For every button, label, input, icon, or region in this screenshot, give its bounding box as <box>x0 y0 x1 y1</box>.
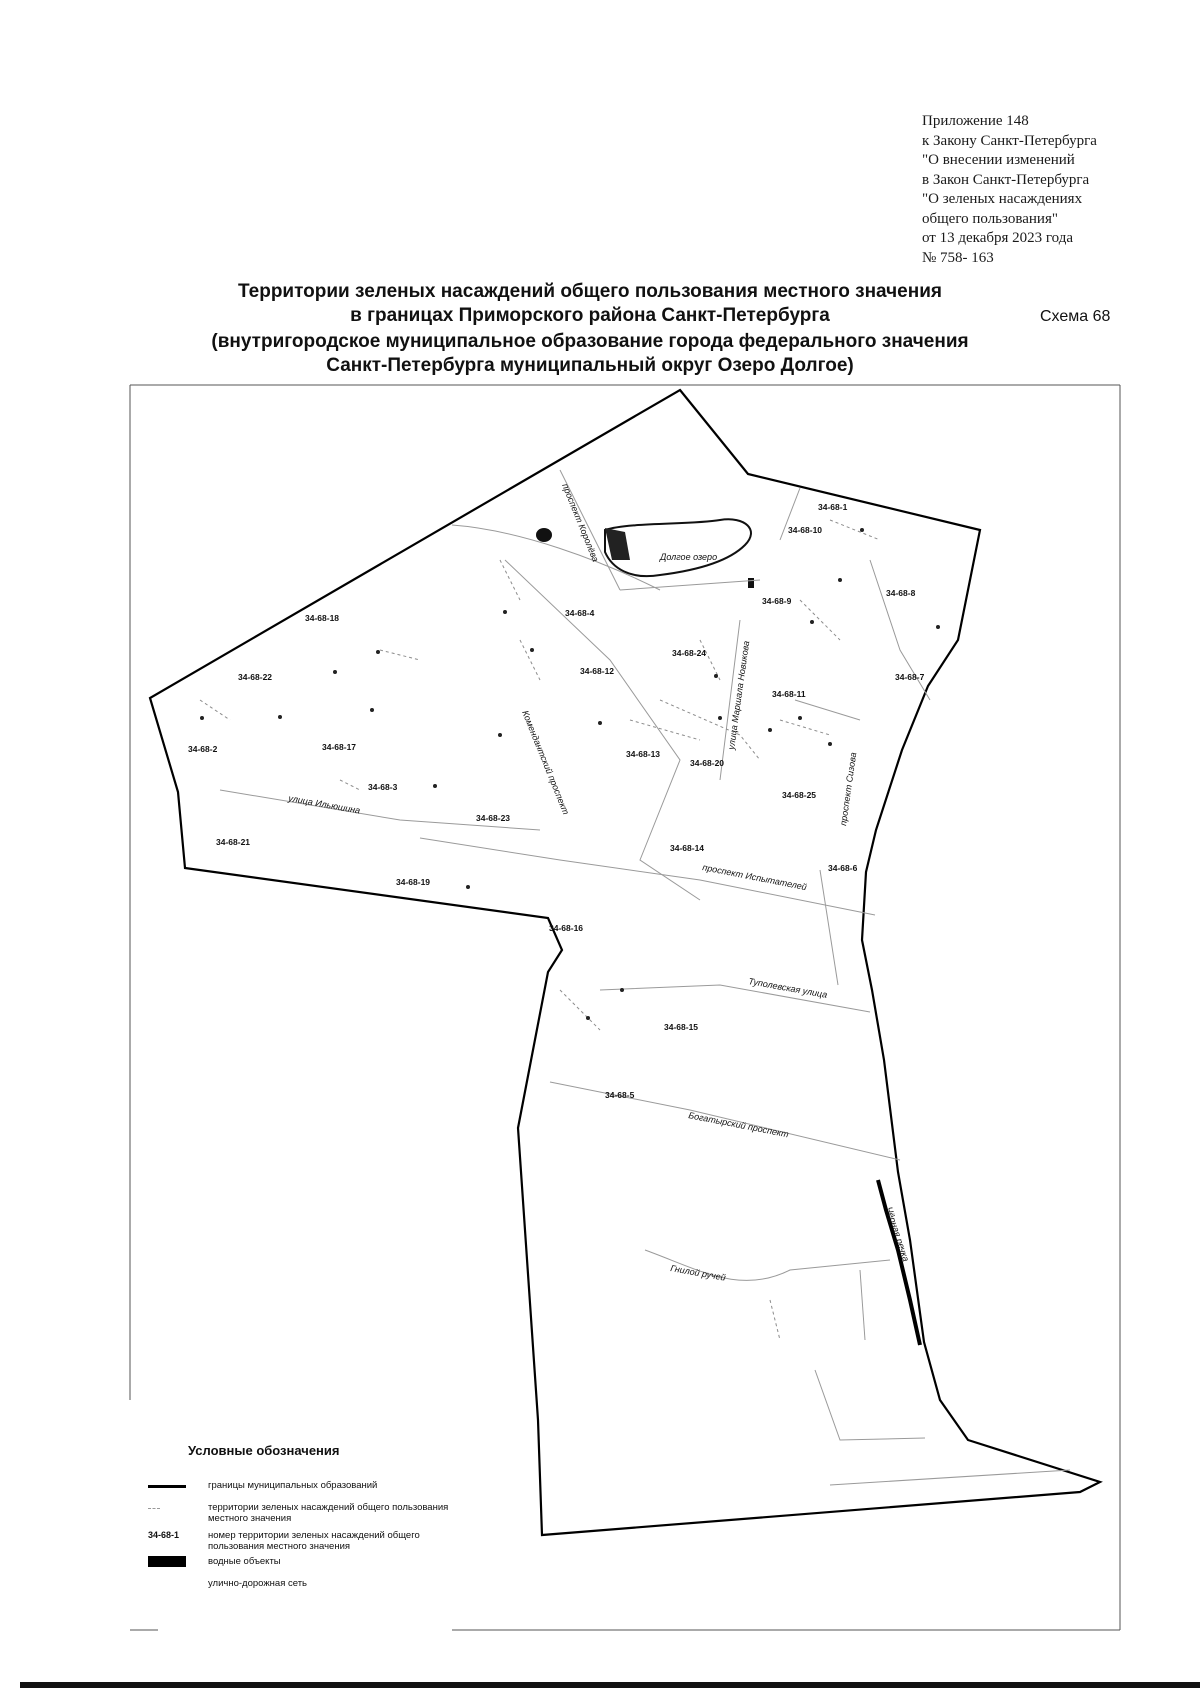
territory-label: 34-68-6 <box>828 863 858 873</box>
appendix-line: Приложение 148 <box>922 113 1029 129</box>
appendix-line: общего пользования" <box>922 210 1058 227</box>
street-ilyushina: улица Ильюшина <box>287 793 361 816</box>
street-tupolevskaya: Туполевская улица <box>747 976 829 1000</box>
territory-label: 34-68-9 <box>762 596 792 606</box>
territory-label: 34-68-19 <box>396 877 431 887</box>
legend <box>148 1480 478 1600</box>
territory-number-symbol: 34-68-1 <box>148 1530 180 1540</box>
territory-label: 34-68-1 <box>818 502 848 512</box>
water-symbol <box>148 1556 186 1567</box>
legend-roads-text: улично-дорожная сеть <box>208 1578 308 1589</box>
territory-label: 34-68-12 <box>580 666 615 676</box>
appendix-line: "О внесении изменений <box>922 152 1075 168</box>
legend-row-green <box>148 1502 478 1530</box>
river-chernaya: Чёрная речка <box>884 1205 912 1263</box>
territory-label: 34-68-4 <box>565 608 595 618</box>
street-ispytateley: проспект Испытателей <box>701 862 808 893</box>
appendix-line: в Закон Санкт-Петербурга <box>922 171 1090 188</box>
territory-label: 34-68-21 <box>216 837 251 847</box>
territory-label: 34-68-5 <box>605 1090 635 1100</box>
territory-label: 34-68-3 <box>368 782 398 792</box>
street-syzova: проспект Сизова <box>838 751 859 827</box>
territory-label: 34-68-8 <box>886 588 916 598</box>
street-bogatyrsky: Богатырский проспект <box>687 1110 790 1140</box>
territory-label: 34-68-15 <box>664 1022 699 1032</box>
territory-label: 34-68-7 <box>895 672 925 682</box>
territory-label: 34-68-11 <box>772 689 806 699</box>
legend-row-number <box>148 1530 478 1556</box>
appendix-line: к Закону Санкт-Петербурга <box>922 132 1097 149</box>
water-objects <box>536 519 754 588</box>
legend-row-water <box>148 1556 478 1578</box>
territory-label: 34-68-16 <box>549 923 584 933</box>
legend-title: Условные обозначения <box>188 1443 340 1458</box>
territory-label: 34-68-25 <box>782 790 817 800</box>
territory-label: 34-68-18 <box>305 613 340 623</box>
green-territories <box>200 520 880 1340</box>
street-korolyova: проспект Королёва <box>560 482 601 564</box>
pond-east <box>748 578 754 588</box>
legend-row-roads <box>148 1578 478 1600</box>
legend-row-boundary <box>148 1480 478 1502</box>
territory-label: 34-68-13 <box>626 749 661 759</box>
street-komendantsky: Комендантский проспект <box>520 709 572 816</box>
scheme-label: Схема 68 <box>1040 308 1111 325</box>
territory-label: 34-68-17 <box>322 742 357 752</box>
street-novikova: улица Маршала Новикова <box>726 640 752 751</box>
page-bottom-bar <box>20 1682 1200 1688</box>
street-labels <box>287 482 911 1283</box>
territory-pointers <box>200 528 940 1020</box>
lake-dolgoe: Долгое озеро <box>660 552 718 562</box>
title-line-2: в границах Приморского района Санкт-Петербурга <box>350 305 830 326</box>
small-pond <box>536 528 552 542</box>
territory-label: 34-68-20 <box>690 758 725 768</box>
territory-label: 34-68-2 <box>188 744 218 754</box>
territory-label: 34-68-24 <box>672 648 707 658</box>
territory-label: 34-68-23 <box>476 813 511 823</box>
legend-boundary-text: границы муниципальных образований <box>208 1480 378 1491</box>
legend-number-text: номер территории зеленых насаждений общего пользования местного значения <box>208 1530 420 1552</box>
appendix-line: от 13 декабря 2023 года <box>922 230 1074 246</box>
territory-label: 34-68-22 <box>238 672 273 682</box>
subtitle-line-2: Санкт-Петербурга муниципальный округ Озеро Долгое) <box>326 355 854 376</box>
legend-green-text: территории зеленых насаждений общего пользования местного значения <box>208 1502 449 1524</box>
appendix-line: "О зеленых насаждениях <box>922 191 1083 207</box>
road-network <box>220 470 1070 1485</box>
appendix-line: № 758- 163 <box>922 249 994 266</box>
title-line-1: Территории зеленых насаждений общего пользования местного значения <box>237 281 942 302</box>
subtitle-line-1: (внутригородское муниципальное образование города федерального значения <box>211 331 969 352</box>
territory-label: 34-68-14 <box>670 843 705 853</box>
stream-gniloy: Гнилой ручей <box>669 1263 727 1283</box>
territory-label: 34-68-10 <box>788 525 823 535</box>
green-territory-symbol <box>148 1508 160 1509</box>
boundary-symbol <box>148 1485 186 1488</box>
legend-water-text: водные объекты <box>208 1556 281 1567</box>
